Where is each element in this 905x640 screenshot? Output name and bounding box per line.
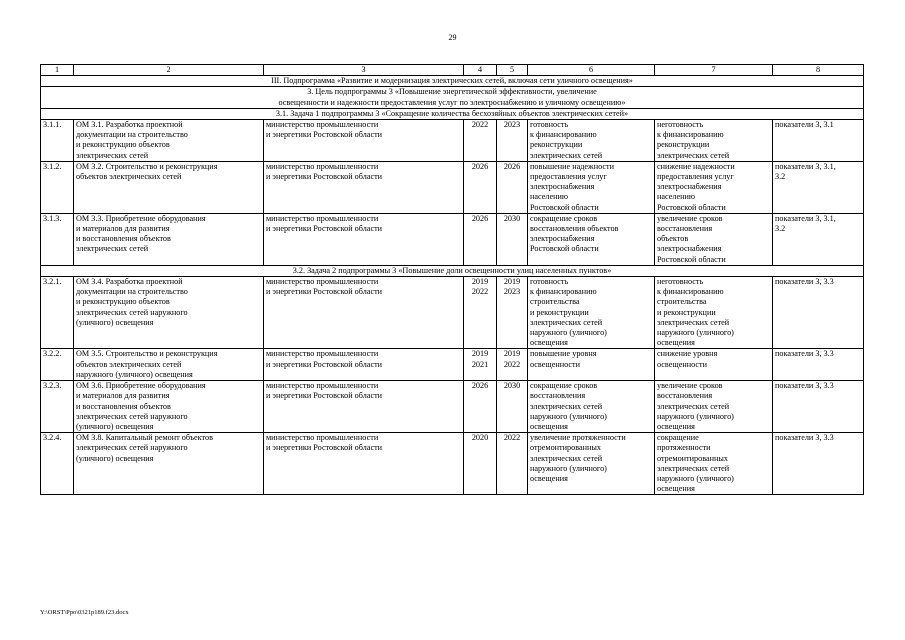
- row-number: 3.2.2.: [43, 349, 62, 359]
- executor: министерство промышленности и энергетики Ростовской области: [266, 433, 383, 453]
- task-title: 3.1. Задача 1 подпрограммы 3 «Сокращение количества бесхозяйных объектов электрических сетей»: [41, 108, 864, 119]
- linked-indicators: показатели 3, 3.3: [775, 277, 834, 287]
- end-year-cell: [497, 161, 528, 213]
- row-number-cell: [41, 161, 74, 213]
- linked-indicators-cell: [773, 349, 864, 381]
- executor-cell: [264, 433, 464, 495]
- measure-name-cell: [74, 161, 264, 213]
- start-year-cell: [464, 349, 497, 381]
- column-number: 6: [528, 65, 655, 76]
- end-year-cell: [497, 120, 528, 162]
- measure-name-cell: [74, 349, 264, 381]
- expected-result: готовность к финансированию строительства и реконструкции электрических сетей наружного (уличного) освещения: [530, 277, 607, 348]
- linked-indicators: показатели 3, 3.1, 3.2: [775, 213, 836, 234]
- end-year: 2023: [503, 120, 521, 130]
- non-implementation-consequence: снижение надежности предоставления услуг электроснабжения населению Ростовской области: [657, 161, 735, 212]
- task-1-rows: [41, 120, 864, 266]
- end-year: 2026: [503, 161, 521, 171]
- expected-result-cell: [528, 381, 655, 433]
- non-implementation-consequence-cell: [655, 277, 773, 349]
- non-implementation-consequence: неготовность к финансированию строительства и реконструкции электрических сетей наружного (уличного) освещения: [657, 277, 734, 348]
- non-implementation-consequence: неготовность к финансированию реконструкции электрических сетей: [657, 120, 730, 160]
- task-2-rows: [41, 277, 864, 495]
- row-number: 3.2.1.: [43, 277, 62, 287]
- linked-indicators-cell: [773, 433, 864, 495]
- row-number-cell: [41, 433, 74, 495]
- end-year: 2030: [503, 213, 521, 223]
- executor-cell: [264, 120, 464, 162]
- row-number: 3.1.2.: [43, 161, 62, 171]
- end-year-cell: [497, 433, 528, 495]
- measure-name: ОМ 3.8. Капитальный ремонт объектов электрических сетей наружного (уличного) освещения: [76, 433, 213, 463]
- table-row: [41, 277, 864, 349]
- end-year-cell: [497, 381, 528, 433]
- start-year-cell: [464, 381, 497, 433]
- column-number: 2: [74, 65, 264, 76]
- subprogram-title: III. Подпрограмма «Развитие и модернизация электрических сетей, включая сети уличного освещения»: [41, 76, 864, 87]
- non-implementation-consequence-cell: [655, 120, 773, 162]
- measure-name: ОМ 3.6. Приобретение оборудования и материалов для развития и восстановления объектов электрических сетей наружного (уличного) освещения: [76, 381, 206, 431]
- start-year: 2022: [471, 120, 489, 130]
- measure-name: ОМ 3.5. Строительство и реконструкция объектов электрических сетей наружного (уличного) освещения: [76, 349, 218, 379]
- start-year-cell: [464, 120, 497, 162]
- non-implementation-consequence: снижение уровня освещенности: [657, 349, 718, 369]
- non-implementation-consequence-cell: [655, 161, 773, 213]
- row-number: 3.2.4.: [43, 433, 62, 443]
- row-number-cell: [41, 277, 74, 349]
- expected-result: увеличение протяженности отремонтированных электрических сетей наружного (уличного) освещения: [530, 433, 626, 483]
- column-number-row: [41, 65, 864, 76]
- executor: министерство промышленности и энергетики Ростовской области: [266, 120, 383, 140]
- task-title: 3.2. Задача 2 подпрограммы 3 «Повышение доли освещенности улиц населенных пунктов»: [41, 265, 864, 276]
- start-year-cell: [464, 161, 497, 213]
- measure-name: ОМ 3.1. Разработка проектной документации на строительство и реконструкцию объектов электрических сетей: [76, 120, 188, 160]
- expected-result-cell: [528, 349, 655, 381]
- executor: министерство промышленности и энергетики Ростовской области: [266, 381, 383, 401]
- linked-indicators-cell: [773, 277, 864, 349]
- row-number-cell: [41, 213, 74, 265]
- measure-name-cell: [74, 433, 264, 495]
- column-number: 8: [773, 65, 864, 76]
- non-implementation-consequence: сокращение протяженности отремонтированных электрических сетей наружного (уличного) освещения: [657, 433, 734, 494]
- row-number: 3.2.3.: [43, 381, 62, 391]
- end-year-cell: [497, 277, 528, 349]
- expected-result: повышение уровня освещенности: [530, 349, 597, 369]
- expected-result-cell: [528, 120, 655, 162]
- end-year: 2019 2023: [503, 277, 521, 297]
- end-year-cell: [497, 349, 528, 381]
- measure-name: ОМ 3.3. Приобретение оборудования и материалов для развития и восстановления объектов электрических сетей: [76, 213, 206, 254]
- linked-indicators: показатели 3, 3.1, 3.2: [775, 161, 836, 182]
- row-number-cell: [41, 381, 74, 433]
- expected-result-cell: [528, 161, 655, 213]
- measure-name-cell: [74, 120, 264, 162]
- task-title-row: [41, 265, 864, 276]
- table-row: [41, 433, 864, 495]
- expected-result: готовность к финансированию реконструкции электрических сетей: [530, 120, 603, 160]
- expected-result-cell: [528, 277, 655, 349]
- column-number: 7: [655, 65, 773, 76]
- row-number: 3.1.3.: [43, 213, 62, 223]
- row-number-cell: [41, 349, 74, 381]
- measure-name: ОМ 3.2. Строительство и реконструкция объектов электрических сетей: [76, 161, 218, 182]
- goal-title: 3. Цель подпрограммы 3 «Повышение энергетической эффективности, увеличение освещенности и надежности предоставления услуг по электроснабжению и уличному освещению»: [41, 87, 864, 108]
- executor: министерство промышленности и энергетики Ростовской области: [266, 161, 383, 182]
- executor-cell: [264, 349, 464, 381]
- start-year: 2019 2021: [471, 349, 489, 369]
- start-year-cell: [464, 433, 497, 495]
- executor: министерство промышленности и энергетики Ростовской области: [266, 349, 383, 369]
- column-number: 1: [41, 65, 74, 76]
- table-row: [41, 381, 864, 433]
- row-number: 3.1.1.: [43, 120, 62, 130]
- start-year: 2026: [471, 213, 489, 223]
- page-number: 29: [448, 33, 457, 42]
- column-number: 4: [464, 65, 497, 76]
- measure-name-cell: [74, 381, 264, 433]
- expected-result-cell: [528, 433, 655, 495]
- expected-result: сокращение сроков восстановления электрических сетей наружного (уличного) освещения: [530, 381, 607, 431]
- executor-cell: [264, 213, 464, 265]
- linked-indicators-cell: [773, 120, 864, 162]
- linked-indicators-cell: [773, 161, 864, 213]
- table-row: [41, 120, 864, 162]
- linked-indicators: показатели 3, 3.1: [775, 120, 834, 130]
- end-year: 2030: [503, 381, 521, 391]
- end-year-cell: [497, 213, 528, 265]
- start-year: 2026: [471, 381, 489, 391]
- non-implementation-consequence-cell: [655, 349, 773, 381]
- document-file-path: Y:\ORST\Ppo\0321p189.f23.docx: [40, 609, 129, 616]
- non-implementation-consequence-cell: [655, 433, 773, 495]
- linked-indicators-cell: [773, 381, 864, 433]
- expected-result-cell: [528, 213, 655, 265]
- non-implementation-consequence-cell: [655, 381, 773, 433]
- table-row: [41, 213, 864, 265]
- linked-indicators: показатели 3, 3.3: [775, 349, 834, 359]
- end-year: 2022: [503, 433, 521, 443]
- goal-title-row: [41, 87, 864, 108]
- measure-name: ОМ 3.4. Разработка проектной документации на строительство и реконструкцию объектов электрических сетей наружного (уличного) освещения: [76, 277, 188, 327]
- linked-indicators: показатели 3, 3.3: [775, 381, 834, 391]
- start-year-cell: [464, 277, 497, 349]
- start-year: 2019 2022: [471, 277, 489, 297]
- row-number-cell: [41, 120, 74, 162]
- expected-result: повышение надежности предоставления услуг электроснабжения населению Ростовской области: [530, 161, 614, 212]
- measures-table: [40, 64, 864, 495]
- start-year: 2020: [471, 433, 489, 443]
- non-implementation-consequence: увеличение сроков восстановления объектов электроснабжения Ростовской области: [657, 213, 726, 264]
- executor-cell: [264, 277, 464, 349]
- end-year: 2019 2022: [503, 349, 521, 369]
- task-title-row: [41, 108, 864, 119]
- measure-name-cell: [74, 213, 264, 265]
- column-number: 5: [497, 65, 528, 76]
- executor-cell: [264, 381, 464, 433]
- column-number: 3: [264, 65, 464, 76]
- executor-cell: [264, 161, 464, 213]
- table-row: [41, 349, 864, 381]
- executor: министерство промышленности и энергетики Ростовской области: [266, 213, 383, 234]
- table-row: [41, 161, 864, 213]
- start-year: 2026: [471, 161, 489, 171]
- subprogram-title-row: [41, 76, 864, 87]
- non-implementation-consequence-cell: [655, 213, 773, 265]
- start-year-cell: [464, 213, 497, 265]
- linked-indicators: показатели 3, 3.3: [775, 433, 834, 443]
- non-implementation-consequence: увеличение сроков восстановления электрических сетей наружного (уличного) освещения: [657, 381, 734, 431]
- linked-indicators-cell: [773, 213, 864, 265]
- executor: министерство промышленности и энергетики Ростовской области: [266, 277, 383, 297]
- expected-result: сокращение сроков восстановления объектов электроснабжения Ростовской области: [530, 213, 619, 254]
- measure-name-cell: [74, 277, 264, 349]
